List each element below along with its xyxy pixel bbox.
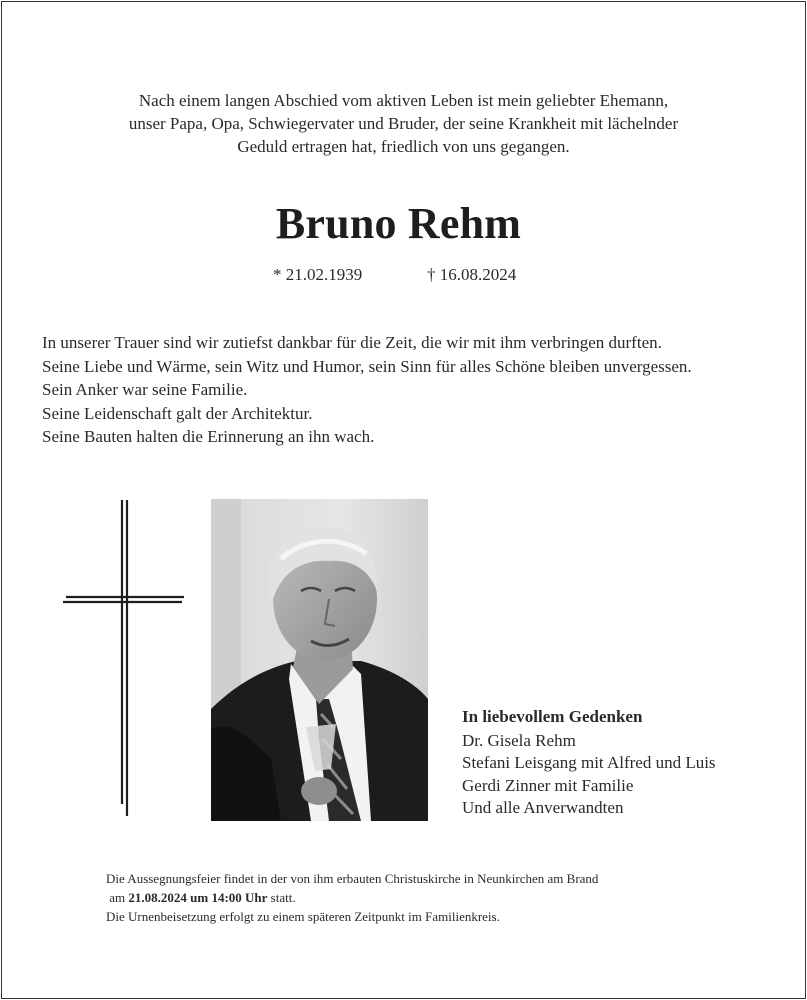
deceased-name: Bruno Rehm xyxy=(275,199,522,248)
tribute-line: Seine Bauten halten die Erinnerung an ihn wach. xyxy=(42,427,375,446)
mourner-name: Gerdi Zinner mit Familie xyxy=(462,775,634,795)
funeral-line-2-prefix: am xyxy=(109,890,129,905)
mourner-name: Und alle Anverwandten xyxy=(462,798,624,817)
tribute-line: Sein Anker war seine Familie. xyxy=(42,380,248,399)
intro-text xyxy=(0,89,807,158)
death-date: † 16.08.2024 xyxy=(427,265,517,284)
funeral-info xyxy=(106,869,598,926)
mourners-block xyxy=(462,706,716,820)
funeral-line-1: Die Aussegnungsfeier findet in der von ihm erbauten Christuskirche in Neunkirchen am Brand xyxy=(106,871,599,886)
funeral-date-time: 21.08.2024 um 14:00 Uhr xyxy=(128,890,268,905)
birth-date: * 21.02.1939 xyxy=(273,265,363,284)
funeral-line-2-suffix: statt. xyxy=(267,890,296,905)
mourners-heading: In liebevollem Gedenken xyxy=(462,707,643,726)
mourner-name: Dr. Gisela Rehm xyxy=(462,730,576,750)
tribute-line: In unserer Trauer sind wir zutiefst dankbar für die Zeit, die wir mit ihm verbringen durften. xyxy=(42,333,662,352)
mourner-name: Stefani Leisgang mit Alfred und Luis xyxy=(462,753,716,772)
intro-line: Nach einem langen Abschied vom aktiven Leben ist mein geliebter Ehemann, xyxy=(138,91,669,110)
cross-icon xyxy=(60,496,190,820)
tribute-line: Seine Liebe und Wärme, sein Witz und Humor, sein Sinn für alles Schöne bleiben unvergessen. xyxy=(42,356,692,376)
intro-line: Geduld ertragen hat, friedlich von uns gegangen. xyxy=(237,137,570,156)
funeral-line-2 xyxy=(106,888,598,907)
tribute-text xyxy=(42,331,802,449)
tribute-line: Seine Leidenschaft galt der Architektur. xyxy=(42,403,313,423)
portrait-photo xyxy=(211,499,428,821)
funeral-line-3: Die Urnenbeisetzung erfolgt zu einem späteren Zeitpunkt im Familienkreis. xyxy=(106,909,500,924)
intro-line: unser Papa, Opa, Schwiegervater und Bruder, der seine Krankheit mit lächelnder xyxy=(128,114,679,133)
